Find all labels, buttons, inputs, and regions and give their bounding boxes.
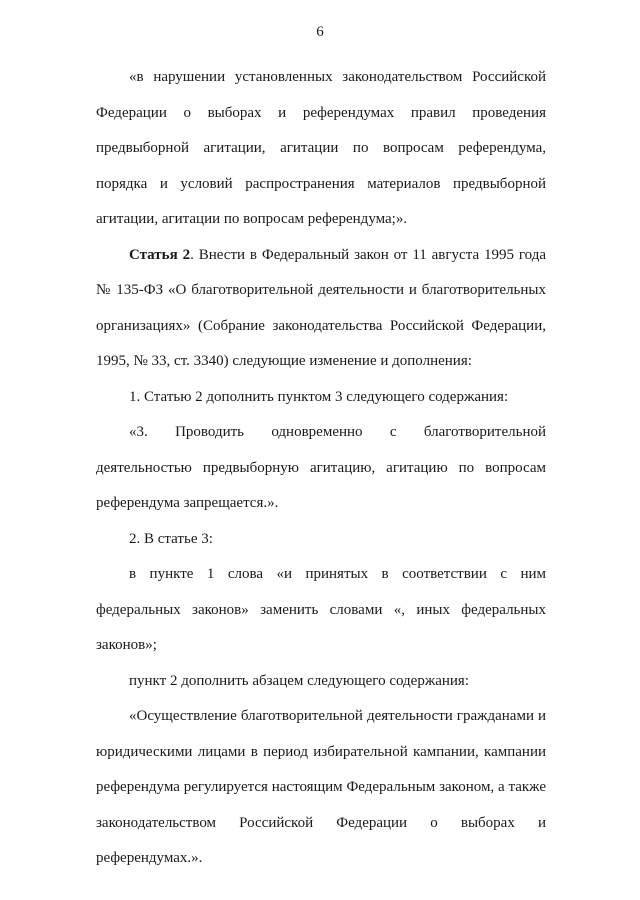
article-heading: Статья 2: [129, 246, 191, 263]
document-body: [96, 60, 546, 877]
paragraph-text: . Внести в Федеральный закон от 11 августа 1995 года № 135-ФЗ «О благотворительной деятельности и благотворительных организациях» (Собрание законодательства Российской Федерации, 1995, № 33, ст. 3340) следующие изменение и дополнения:: [96, 246, 546, 369]
paragraph-item-2: [96, 522, 546, 558]
paragraph-item-3-quote: [96, 415, 546, 522]
paragraph-text: пункт 2 дополнить абзацем следующего содержания:: [129, 672, 469, 689]
paragraph-text: 2. В статье 3:: [129, 530, 213, 547]
paragraph-text: «Осуществление благотворительной деятельности гражданами и юридическими лицами в период избирательной кампании, кампании референдума регулируется настоящим Федеральным законом, а также законодательством Российской Федерации о выборах и референдумах.».: [96, 708, 546, 866]
paragraph-text: в пункте 1 слова «и принятых в соответствии с ним федеральных законов» заменить словами «, иных федеральных законов»;: [96, 566, 546, 653]
paragraph-amendment-quote: [96, 60, 546, 238]
page-number: 6: [316, 24, 324, 40]
paragraph-item-1: [96, 380, 546, 416]
paragraph-text: «3. Проводить одновременно с благотворительной деятельностью предвыборную агитацию, агитацию по вопросам референдума запрещается.».: [96, 424, 546, 511]
paragraph-point-1-change: [96, 557, 546, 664]
paragraph-text: «в нарушении установленных законодательством Российской Федерации о выборах и референдумах правил проведения предвыборной агитации, агитации по вопросам референдума, порядка и условий распространения материалов предвыборной агитации, агитации по вопросам референдума;».: [96, 69, 546, 227]
paragraph-article-2: [96, 238, 546, 380]
paragraph-text: 1. Статью 2 дополнить пунктом 3 следующего содержания:: [129, 388, 509, 405]
paragraph-new-clause-quote: [96, 699, 546, 877]
paragraph-point-2-addition: [96, 664, 546, 700]
